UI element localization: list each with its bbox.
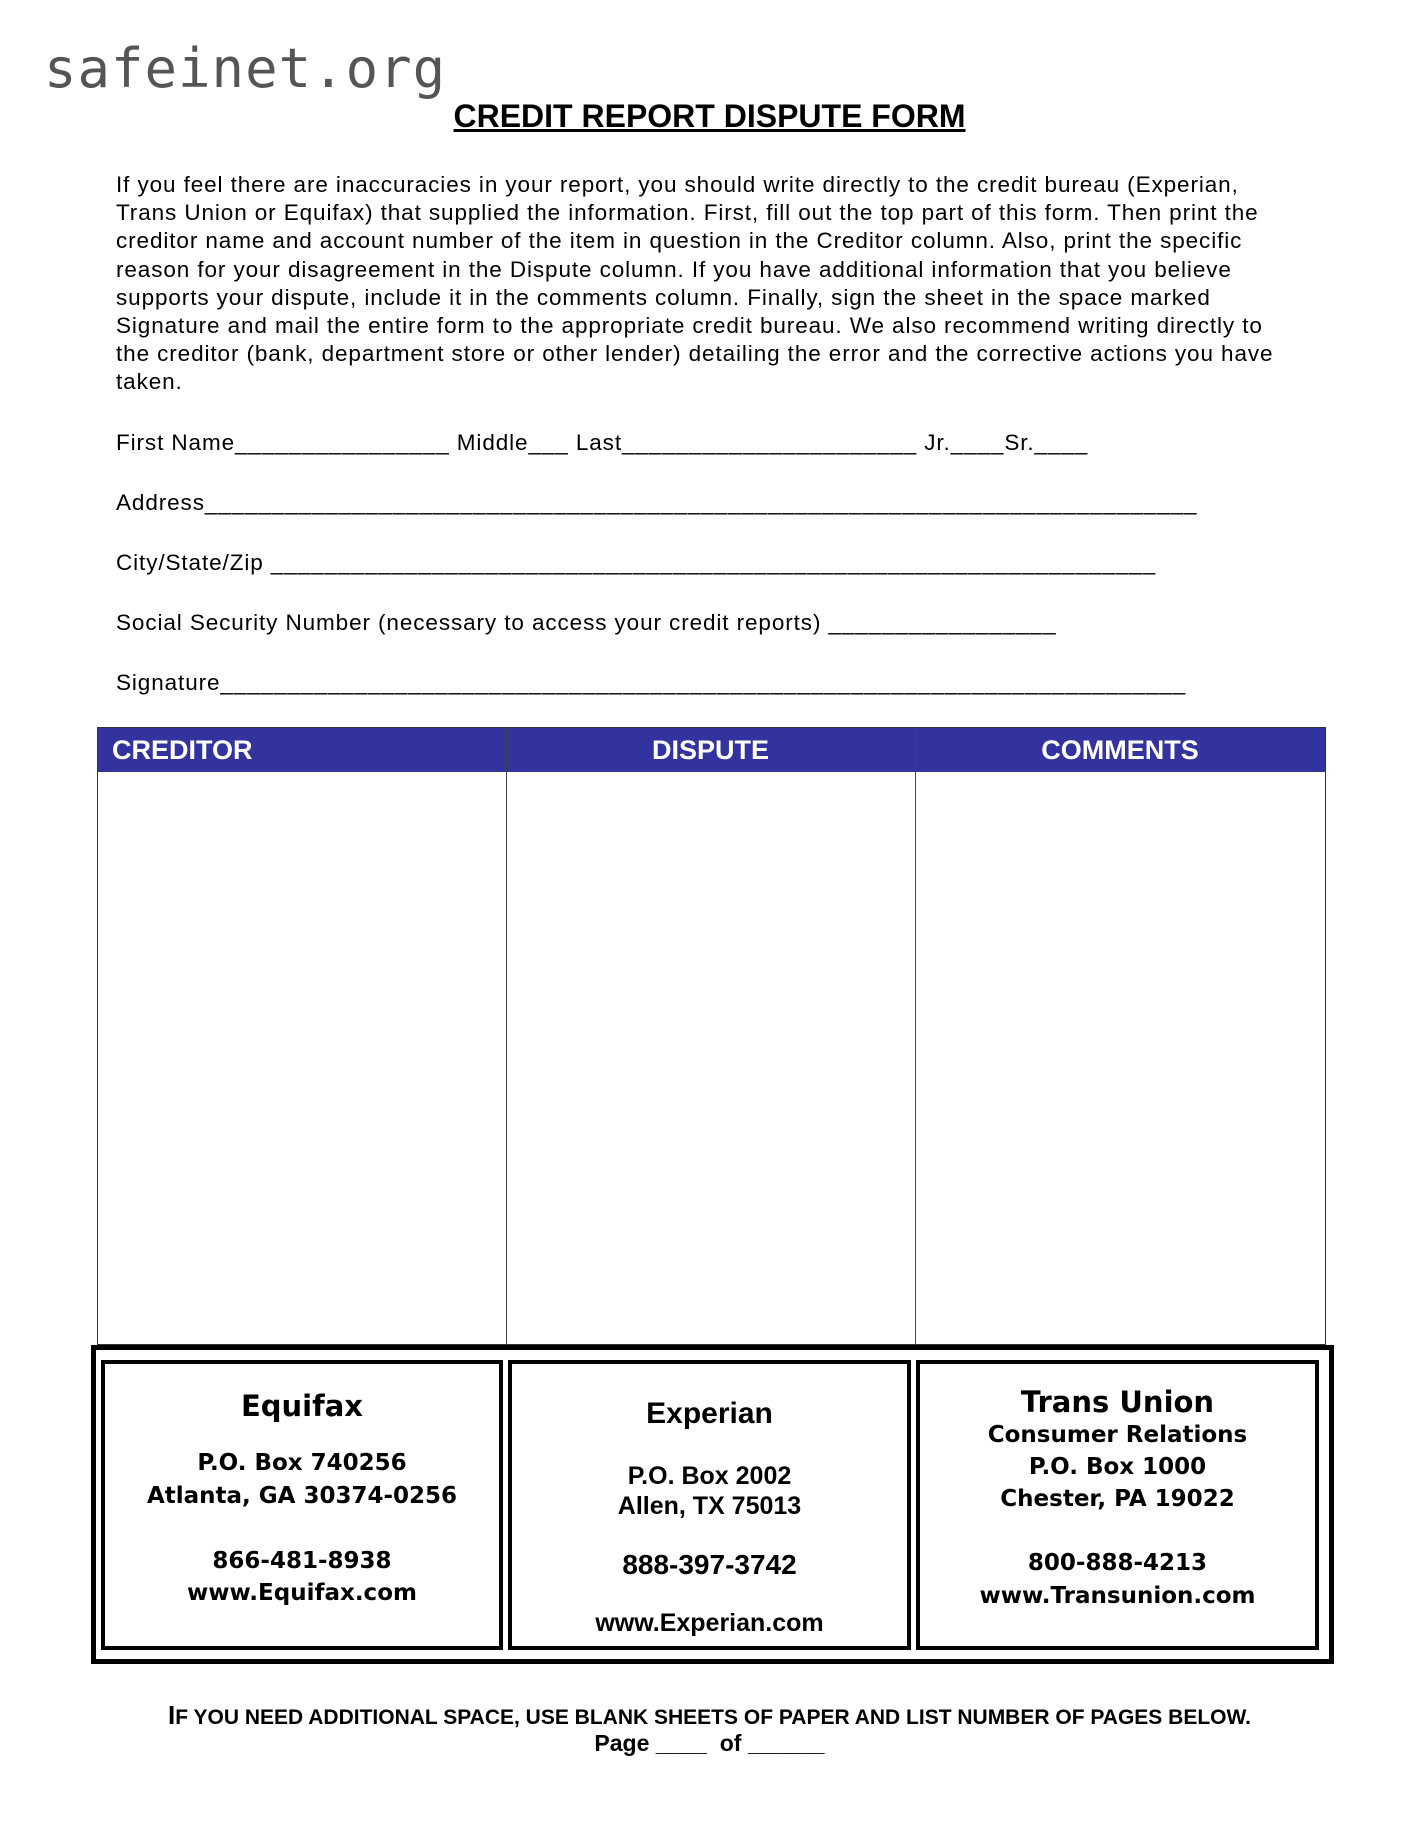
equifax-website[interactable]: www.Equifax.com (187, 1580, 417, 1606)
form-title: CREDIT REPORT DISPUTE FORM (453, 98, 966, 134)
transunion-box (916, 1360, 1319, 1650)
ssn-field-line[interactable]: Social Security Number (necessary to access your credit reports) _________________ (116, 610, 1057, 635)
note-text: F YOU NEED ADDITIONAL SPACE, USE BLANK SHEETS OF PAPER AND LIST NUMBER OF PAGES BELOW. (175, 1706, 1251, 1729)
page-count-line[interactable]: Page ____ of ______ (594, 1730, 825, 1756)
note-initial: I (168, 1700, 176, 1730)
experian-city: Allen, TX 75013 (617, 1492, 802, 1520)
comments-cell[interactable] (916, 772, 1325, 1344)
name-field-line[interactable]: First Name________________ Middle___ Last______________________ Jr.____Sr.____ (116, 430, 1089, 455)
dispute-table-header (98, 728, 1325, 772)
creditor-cell[interactable] (98, 772, 506, 1344)
header-comments: COMMENTS (1041, 735, 1199, 765)
transunion-website[interactable]: www.Transunion.com (979, 1583, 1256, 1609)
transunion-dept: Consumer Relations (987, 1422, 1248, 1448)
watermark: safeinet.org (44, 37, 447, 100)
instructions-paragraph: If you feel there are inaccuracies in your report, you should write directly to the credit bureau (Experian, Trans Union or Equifax) that supplied the information. First, fill out the top part of this form. Then print the creditor name and account number of the item in question in the Creditor column. Also, print the specific reason for your disagreement in the Dispute column. If you have additional information that you believe supports your dispute, include it in the comments column. Finally, sign the sheet in the space marked Signature and mail the entire form to the appropriate credit bureau. We also recommend writing directly to the creditor (bank, department store or other lender) detailing the error and the corrective actions you have taken. (116, 172, 1274, 395)
transunion-po-box: P.O. Box 1000 (1028, 1454, 1207, 1480)
dispute-table (97, 727, 1326, 1345)
header-dispute: DISPUTE (651, 735, 770, 765)
signature-field-line[interactable]: Signature________________________________________________________________________ (116, 670, 1187, 695)
transunion-phone: 800-888-4213 (1027, 1550, 1208, 1576)
transunion-city: Chester, PA 19022 (1000, 1486, 1235, 1512)
equifax-city: Atlanta, GA 30374-0256 (146, 1483, 458, 1509)
experian-phone: 888-397-3742 (622, 1549, 797, 1580)
transunion-name: Trans Union (1020, 1385, 1215, 1419)
experian-po-box: P.O. Box 2002 (627, 1462, 792, 1490)
experian-name: Experian (646, 1397, 773, 1430)
equifax-box (101, 1360, 503, 1650)
bureau-addresses (91, 1345, 1334, 1664)
city-state-zip-field-line[interactable]: City/State/Zip __________________________________________________________________ (116, 550, 1157, 575)
equifax-name: Equifax (240, 1389, 364, 1423)
header-creditor: CREDITOR (112, 735, 253, 765)
equifax-po-box: P.O. Box 740256 (197, 1450, 407, 1476)
experian-box (508, 1360, 911, 1650)
dispute-cell[interactable] (507, 772, 915, 1344)
equifax-phone: 866-481-8938 (212, 1548, 392, 1574)
experian-website[interactable]: www.Experian.com (595, 1609, 824, 1637)
address-field-line[interactable]: Address__________________________________________________________________________ (116, 490, 1198, 515)
additional-space-note (0, 1702, 1419, 1728)
